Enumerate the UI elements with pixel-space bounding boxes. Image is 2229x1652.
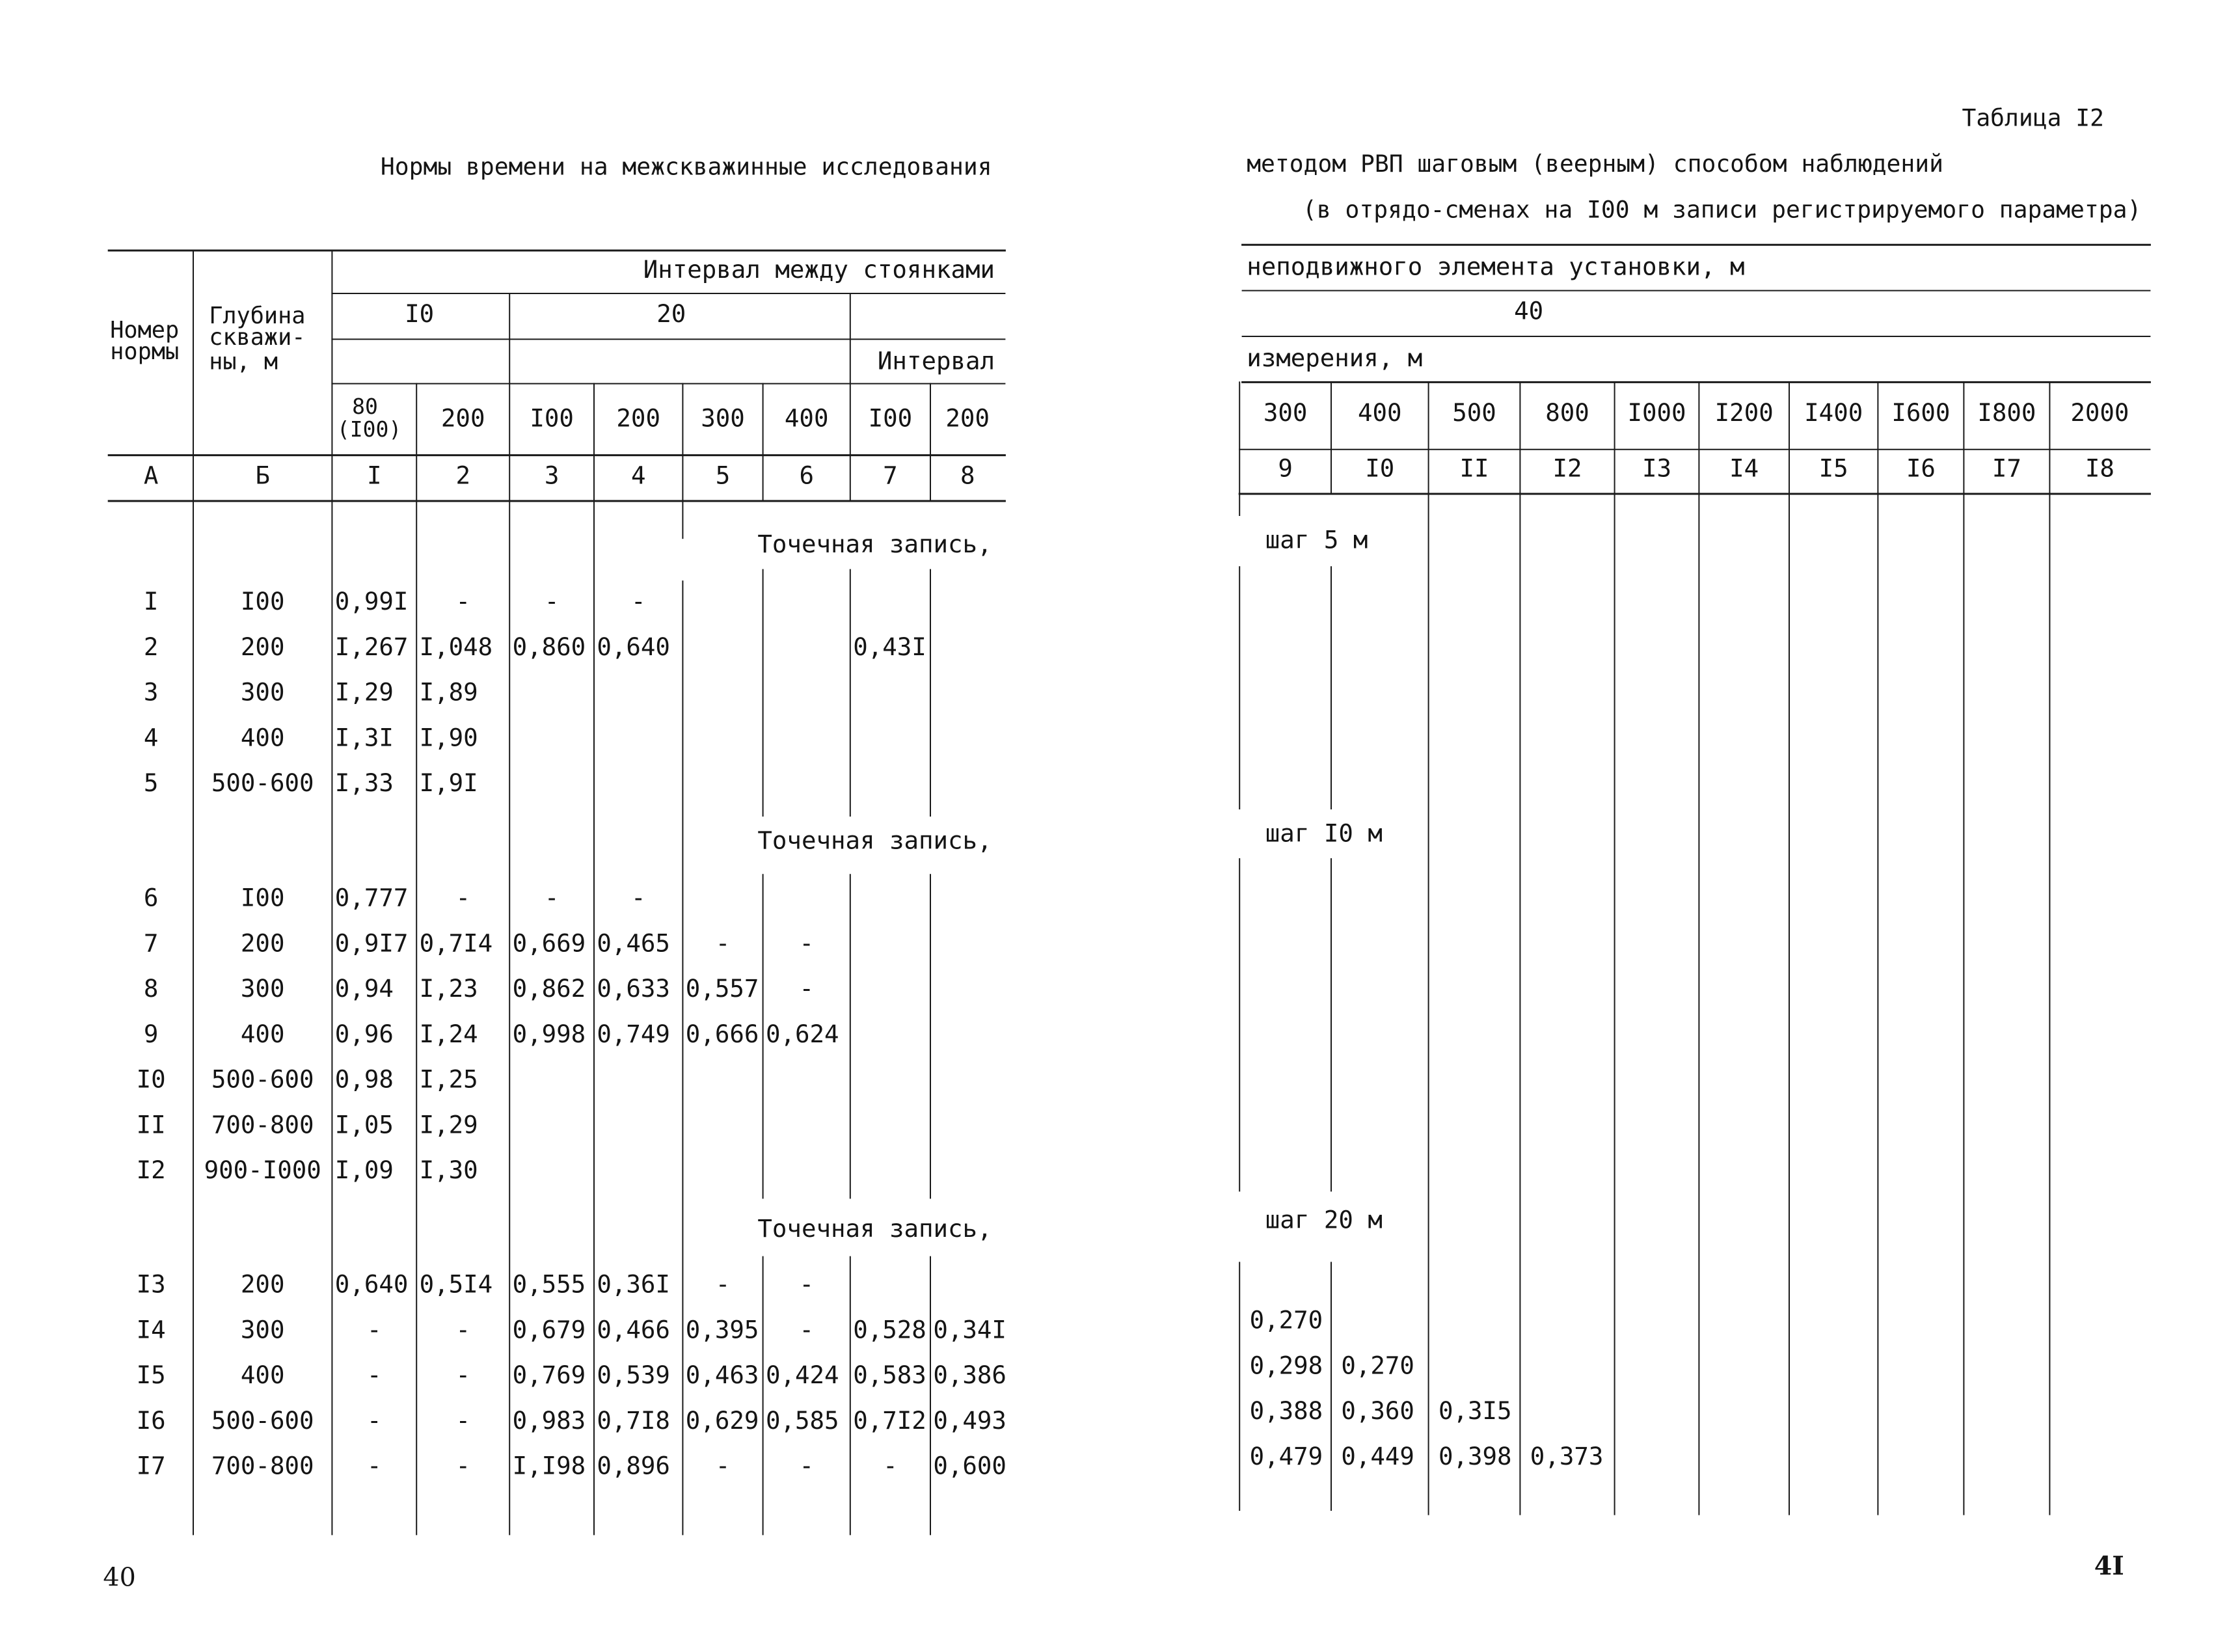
value-cell: 0,862 (512, 974, 586, 1003)
value-cell: 0,94 (334, 974, 394, 1003)
right-column-number: 9 (1278, 454, 1293, 483)
value-cell: - (367, 1361, 382, 1390)
value-cell: I,23 (419, 974, 478, 1003)
section-label: Точечная запись, (757, 1213, 992, 1243)
depth-cell: 500-600 (211, 1405, 314, 1435)
column-number: 5 (715, 461, 731, 490)
column-number: 8 (960, 461, 975, 490)
value-cell: - (715, 1269, 731, 1299)
norm-number: 9 (143, 1019, 159, 1048)
value-cell: 0,633 (597, 974, 670, 1003)
value-cell: - (455, 1405, 470, 1435)
value-cell: 0,983 (512, 1405, 586, 1435)
norm-number: 4 (143, 723, 159, 752)
sub-heading: 200 (440, 403, 485, 433)
column-number: 7 (883, 461, 898, 490)
right-column-heading: I000 (1627, 398, 1686, 427)
value-cell: - (799, 1269, 814, 1299)
left-page-number: 40 (103, 1562, 136, 1593)
norm-number: 5 (143, 768, 159, 798)
value-cell: 0,998 (512, 1019, 586, 1048)
value-cell: 0,600 (933, 1451, 1006, 1480)
right-column-number: I4 (1729, 454, 1759, 483)
column-number: 3 (544, 461, 560, 490)
value-cell: 0,449 (1341, 1441, 1414, 1470)
column-number: I (367, 461, 382, 490)
step-label: шаг 5 м (1265, 525, 1368, 554)
right-column-heading: 500 (1452, 398, 1496, 427)
value-cell: I,29 (334, 677, 394, 707)
norm-number: I6 (136, 1405, 166, 1435)
value-cell: 0,666 (685, 1019, 759, 1048)
norm-number: 7 (143, 928, 159, 958)
value-cell: I,29 (419, 1110, 478, 1139)
value-cell: - (715, 928, 731, 958)
value-cell: 0,640 (334, 1269, 409, 1299)
right-column-heading: 2000 (2070, 398, 2129, 427)
value-cell: I,24 (419, 1019, 478, 1048)
value-cell: - (630, 883, 646, 912)
value-cell: I,90 (419, 723, 478, 752)
right-head-group: 40 (1514, 296, 1544, 325)
value-cell: I,25 (419, 1064, 478, 1094)
value-cell: - (367, 1451, 382, 1480)
depth-cell: 200 (240, 1269, 285, 1299)
value-cell: 0,769 (512, 1361, 586, 1390)
norm-number: 2 (143, 632, 159, 661)
sub-heading: 200 (616, 403, 660, 433)
value-cell: I,I98 (512, 1451, 586, 1480)
value-cell: - (455, 883, 470, 912)
right-column-heading: I600 (1891, 398, 1951, 427)
value-cell: 0,36I (597, 1269, 670, 1299)
value-cell: - (455, 1315, 470, 1344)
value-cell: - (544, 587, 560, 616)
col-b-heading: скважи- (209, 324, 306, 351)
value-cell: 0,860 (512, 632, 586, 661)
sub-heading: 200 (945, 403, 990, 433)
value-cell: 0,585 (766, 1405, 839, 1435)
value-cell: 0,528 (853, 1315, 926, 1344)
section-label: Точечная запись, (757, 826, 992, 855)
value-cell: 0,7I2 (853, 1405, 926, 1435)
value-cell: - (799, 928, 814, 958)
norm-number: 8 (143, 974, 159, 1003)
right-column-heading: I200 (1714, 398, 1774, 427)
right-column-number: I0 (1365, 454, 1395, 483)
column-number: 6 (799, 461, 814, 490)
table-label: Таблица I2 (1962, 103, 2104, 132)
value-cell: 0,7I8 (597, 1405, 670, 1435)
value-cell: 0,463 (685, 1361, 759, 1390)
value-cell: I,89 (419, 677, 478, 707)
value-cell: - (367, 1315, 382, 1344)
interval-heading: Интервал между стоянками (643, 254, 995, 284)
depth-cell: 200 (240, 928, 285, 958)
value-cell: - (799, 1451, 814, 1480)
column-number: 4 (630, 461, 646, 490)
value-cell: 0,493 (933, 1405, 1006, 1435)
value-cell: 0,479 (1249, 1441, 1323, 1470)
value-cell: 0,99I (334, 587, 409, 616)
value-cell: - (455, 1451, 470, 1480)
value-cell: 0,298 (1249, 1351, 1323, 1380)
value-cell: - (455, 1361, 470, 1390)
depth-cell: 400 (240, 1019, 285, 1048)
left-title: Нормы времени на межскважинные исследования (380, 152, 992, 181)
sub-heading: 400 (784, 403, 829, 433)
right-column-number: I7 (1992, 454, 2021, 483)
value-cell: 0,466 (597, 1315, 670, 1344)
depth-cell: 700-800 (211, 1110, 314, 1139)
right-title-line-1: методом РВП шаговым (веерным) способом наблюдений (1247, 150, 1943, 178)
value-cell: I,33 (334, 768, 394, 798)
depth-cell: 900-I000 (204, 1156, 321, 1185)
value-cell: - (799, 1315, 814, 1344)
step-label: шаг 20 м (1265, 1205, 1383, 1234)
value-cell: 0,43I (853, 632, 926, 661)
depth-cell: 500-600 (211, 1064, 314, 1094)
right-title-line-2: (в отрядо-сменах на I00 м записи регистрируемого параметра) (1303, 195, 2142, 224)
value-cell: I,09 (334, 1156, 394, 1185)
value-cell: 0,465 (597, 928, 670, 958)
depth-cell: 400 (240, 723, 285, 752)
norm-number: I7 (136, 1451, 166, 1480)
depth-cell: 500-600 (211, 768, 314, 798)
right-head-line-2: измерения, м (1247, 344, 1423, 373)
norm-number: 3 (143, 677, 159, 707)
right-column-number: I5 (1818, 454, 1848, 483)
norm-number: I3 (136, 1269, 166, 1299)
value-cell: - (367, 1405, 382, 1435)
value-cell: 0,669 (512, 928, 586, 958)
norm-number: I (143, 587, 159, 616)
value-cell: 0,360 (1341, 1396, 1414, 1426)
column-number: 2 (455, 461, 470, 490)
value-cell: I,048 (419, 632, 493, 661)
right-column-number: I8 (2085, 454, 2114, 483)
section-label: Точечная запись, (757, 530, 992, 559)
depth-cell: 200 (240, 632, 285, 661)
right-column-number: I3 (1641, 454, 1672, 483)
col-a-heading: нормы (110, 338, 180, 366)
depth-cell: I00 (240, 883, 285, 912)
value-cell: - (544, 883, 560, 912)
col-b-heading: ны, м (209, 348, 278, 375)
depth-cell: I00 (240, 587, 285, 616)
value-cell: 0,386 (933, 1361, 1006, 1390)
value-cell: I,3I (334, 723, 394, 752)
value-cell: 0,398 (1439, 1441, 1512, 1470)
value-cell: 0,395 (685, 1315, 759, 1344)
norm-number: II (136, 1110, 166, 1139)
value-cell: 0,424 (766, 1361, 839, 1390)
depth-cell: 300 (240, 974, 285, 1003)
value-cell: I,05 (334, 1110, 394, 1139)
value-cell: - (630, 587, 646, 616)
value-cell: 0,583 (853, 1361, 926, 1390)
value-cell: 0,5I4 (419, 1269, 493, 1299)
value-cell: 0,749 (597, 1019, 670, 1048)
sub-heading: 300 (701, 403, 745, 433)
norm-number: I4 (136, 1315, 166, 1344)
value-cell: - (799, 974, 814, 1003)
right-column-heading: I400 (1804, 398, 1863, 427)
value-cell: 0,557 (685, 974, 759, 1003)
value-cell: 0,896 (597, 1451, 670, 1480)
sub-heading: (I00) (336, 416, 402, 442)
right-column-heading: I800 (1977, 398, 2036, 427)
depth-cell: 300 (240, 1315, 285, 1344)
value-cell: 0,777 (334, 883, 409, 912)
column-number: А (143, 461, 159, 490)
value-cell: - (883, 1451, 898, 1480)
norm-number: I5 (136, 1361, 166, 1390)
value-cell: 0,270 (1249, 1305, 1323, 1334)
right-column-heading: 800 (1545, 398, 1589, 427)
value-cell: 0,7I4 (419, 928, 493, 958)
value-cell: 0,629 (685, 1405, 759, 1435)
sub-heading: I00 (868, 403, 913, 433)
value-cell: 0,640 (597, 632, 670, 661)
group-20-heading: 20 (656, 299, 686, 328)
value-cell: 0,539 (597, 1361, 670, 1390)
norm-number: I2 (136, 1156, 166, 1185)
value-cell: 0,555 (512, 1269, 586, 1299)
value-cell: 0,9I7 (334, 928, 409, 958)
value-cell: 0,3I5 (1439, 1396, 1512, 1426)
value-cell: 0,624 (766, 1019, 839, 1048)
right-head-line-1: неподвижного элемента установки, м (1247, 252, 1745, 281)
right-column-number: I2 (1552, 454, 1582, 483)
col-b-heading: Глубина (209, 303, 306, 330)
sub-heading: I00 (530, 403, 574, 433)
value-cell: 0,679 (512, 1315, 586, 1344)
value-cell: 0,34I (933, 1315, 1006, 1344)
depth-cell: 400 (240, 1361, 285, 1390)
step-label: шаг I0 м (1265, 819, 1383, 848)
value-cell: 0,373 (1530, 1441, 1604, 1470)
column-number: Б (255, 461, 270, 490)
value-cell: I,30 (419, 1156, 478, 1185)
sub-heading: 80 (352, 393, 378, 419)
group-10-heading: I0 (405, 299, 435, 328)
right-column-heading: 400 (1358, 398, 1402, 427)
value-cell: I,267 (334, 632, 409, 661)
depth-cell: 300 (240, 677, 285, 707)
norm-number: I0 (136, 1064, 166, 1094)
value-cell: 0,98 (334, 1064, 394, 1094)
right-column-number: I6 (1906, 454, 1936, 483)
col-a-heading: Номер (110, 317, 180, 344)
value-cell: 0,388 (1249, 1396, 1323, 1426)
right-page-number: 4I (2094, 1551, 2124, 1581)
value-cell: - (455, 587, 470, 616)
depth-cell: 700-800 (211, 1451, 314, 1480)
right-column-number: II (1459, 454, 1489, 483)
interval-label: Интервал (877, 346, 995, 375)
value-cell: I,9I (419, 768, 478, 798)
norm-number: 6 (143, 883, 159, 912)
value-cell: 0,96 (334, 1019, 394, 1048)
right-column-heading: 300 (1263, 398, 1308, 427)
value-cell: - (715, 1451, 731, 1480)
value-cell: 0,270 (1341, 1351, 1414, 1380)
